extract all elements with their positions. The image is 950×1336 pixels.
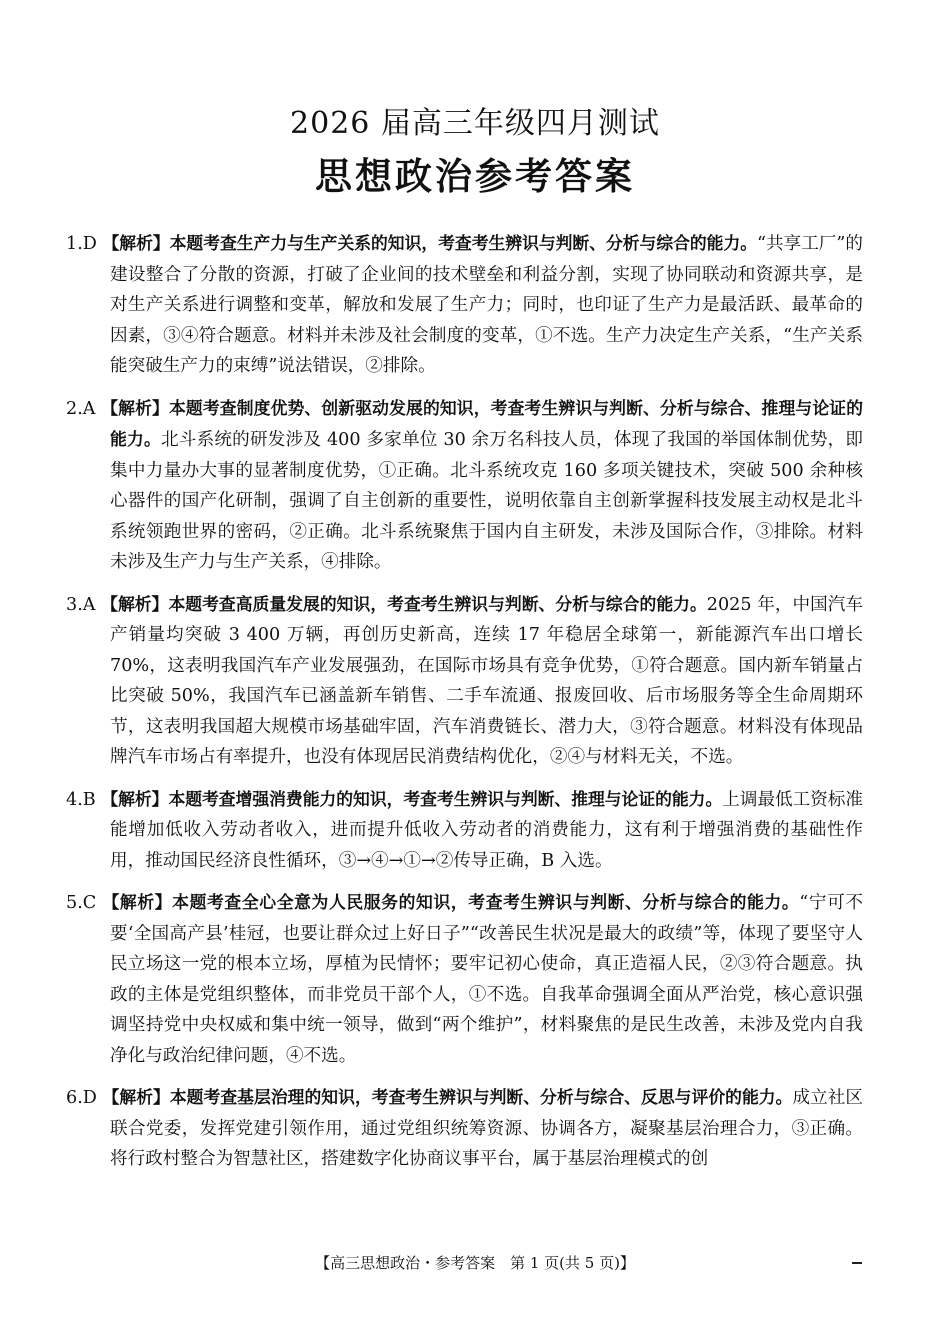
answer-number: 2.A <box>66 398 96 419</box>
analysis-lead: 本题考查基层治理的知识，考查考生辨识与判断、分析与综合、反思与评价的能力。 <box>169 1087 793 1107</box>
answer-item <box>66 393 863 578</box>
answer-number: 4.B <box>66 789 96 810</box>
answer-item <box>66 784 864 877</box>
analysis-tag: 【解析】 <box>101 593 169 614</box>
analysis-body: “共享工厂”的建设整合了分散的资源，打破了企业间的技术壁垒和利益分割，实现了协同联动和资源共享，是对生产关系进行调整和变革，解放和发展了生产力；同时，也印证了生产力是最活跃、最革命的因素，③④符合题意。材料并未涉及社会制度的变革，①不选。生产力决定生产关系，“生产关系能突破生产力的束缚”说法错误，②排除。 <box>110 234 863 376</box>
analysis-tag: 【解析】 <box>101 397 169 418</box>
analysis-tag: 【解析】 <box>101 788 169 809</box>
analysis-tag: 【解析】 <box>102 892 173 912</box>
analysis-lead: 本题考查生产力与生产关系的知识，考查考生辨识与判断、分析与综合的能力。 <box>169 233 758 253</box>
analysis-lead: 本题考查制度优势、创新驱动发展的知识，考查考生辨识与判断、分析与综合、推理与论证的能力。 <box>110 397 863 449</box>
answer-item <box>66 589 863 773</box>
answer-item <box>66 1082 863 1175</box>
answer-item <box>66 887 863 1071</box>
answer-number: 5.C <box>66 893 97 913</box>
analysis-body: 上调最低工资标准能增加低收入劳动者收入，进而提升低收入劳动者的消费能力，这有利于增强消费的基础性作用，推动国民经济良性循环，③→④→①→②传导正确，B 入选。 <box>110 789 864 871</box>
answer-number: 3.A <box>66 594 96 615</box>
corner-mark <box>852 1262 862 1264</box>
analysis-lead: 本题考查高质量发展的知识，考查考生辨识与判断、分析与综合的能力。 <box>168 593 707 614</box>
page-footer: 【高三思想政治・参考答案 第 1 页(共 5 页)】 <box>315 1254 635 1272</box>
analysis-lead: 本题考查增强消费能力的知识，考查考生辨识与判断、推理与论证的能力。 <box>168 788 723 809</box>
answer-number: 1.D <box>66 234 97 254</box>
analysis-tag: 【解析】 <box>102 233 170 253</box>
analysis-body: “宁可不要‘全国高产县’桂冠，也要让群众过上好日子”“改善民生状况是最大的政绩”等，体现了要坚守人民立场这一党的根本立场，厚植为民情怀；要牢记初心使命，真正造福人民，②③符合题意。执政的主体是党组织整体，而非党员干部个人，①不选。自我革命强调全面从严治党，核心意识强调坚持党中央权威和集中统一领导，做到“两个维护”，材料聚焦的是民生改善，未涉及党内自我净化与政治纪律问题，④不选。 <box>110 893 863 1066</box>
analysis-lead: 本题考查全心全意为人民服务的知识，考查考生辨识与判断、分析与综合的能力。 <box>172 892 800 912</box>
analysis-body: 成立社区联合党委，发挥党建引领作用，通过党组织统筹资源、协调各方，凝聚基层治理合力，③正确。将行政村整合为智慧社区，搭建数字化协商议事平台，属于基层治理模式的创 <box>110 1088 863 1169</box>
answer-list <box>66 228 864 1186</box>
exam-title: 2026 届高三年级四月测试 <box>290 106 660 141</box>
answer-number: 6.D <box>66 1088 97 1108</box>
analysis-body: 北斗系统的研发涉及 400 多家单位 30 余万名科技人员，体现了我国的举国体制优势，即集中力量办大事的显著制度优势，①正确。北斗系统攻克 160 多项关键技术，突破 500 余种核心器件的国产化研制，强调了自主创新的重要性，说明依靠自主创新掌握科技发展主动权是北斗系统领跑世界的密码，②正确。北斗系统聚焦于国内自主研发，未涉及国际合作，③排除。材料未涉及生产力与生产关系，④排除。 <box>110 430 863 572</box>
answer-item <box>66 228 863 382</box>
document-title: 思想政治参考答案 <box>315 155 635 198</box>
analysis-tag: 【解析】 <box>102 1087 170 1107</box>
analysis-body: 2025 年，中国汽车产销量均突破 3 400 万辆，再创历史新高，连续 17 年稳居全球第一，新能源汽车出口增长 70%，这表明我国汽车产业发展强劲，在国际市场具有竞争优势，①符合题意。国内新车销量占比突破 50%，我国汽车已涵盖新车销售、二手车流通、报废回收、后市场服务等全生命周期环节，这表明我国超大规模市场基础牢固，汽车消费链长、潜力大，③符合题意。材料没有体现品牌汽车市场占有率提升，也没有体现居民消费结构优化，②④与材料无关，不选。 <box>110 594 863 767</box>
